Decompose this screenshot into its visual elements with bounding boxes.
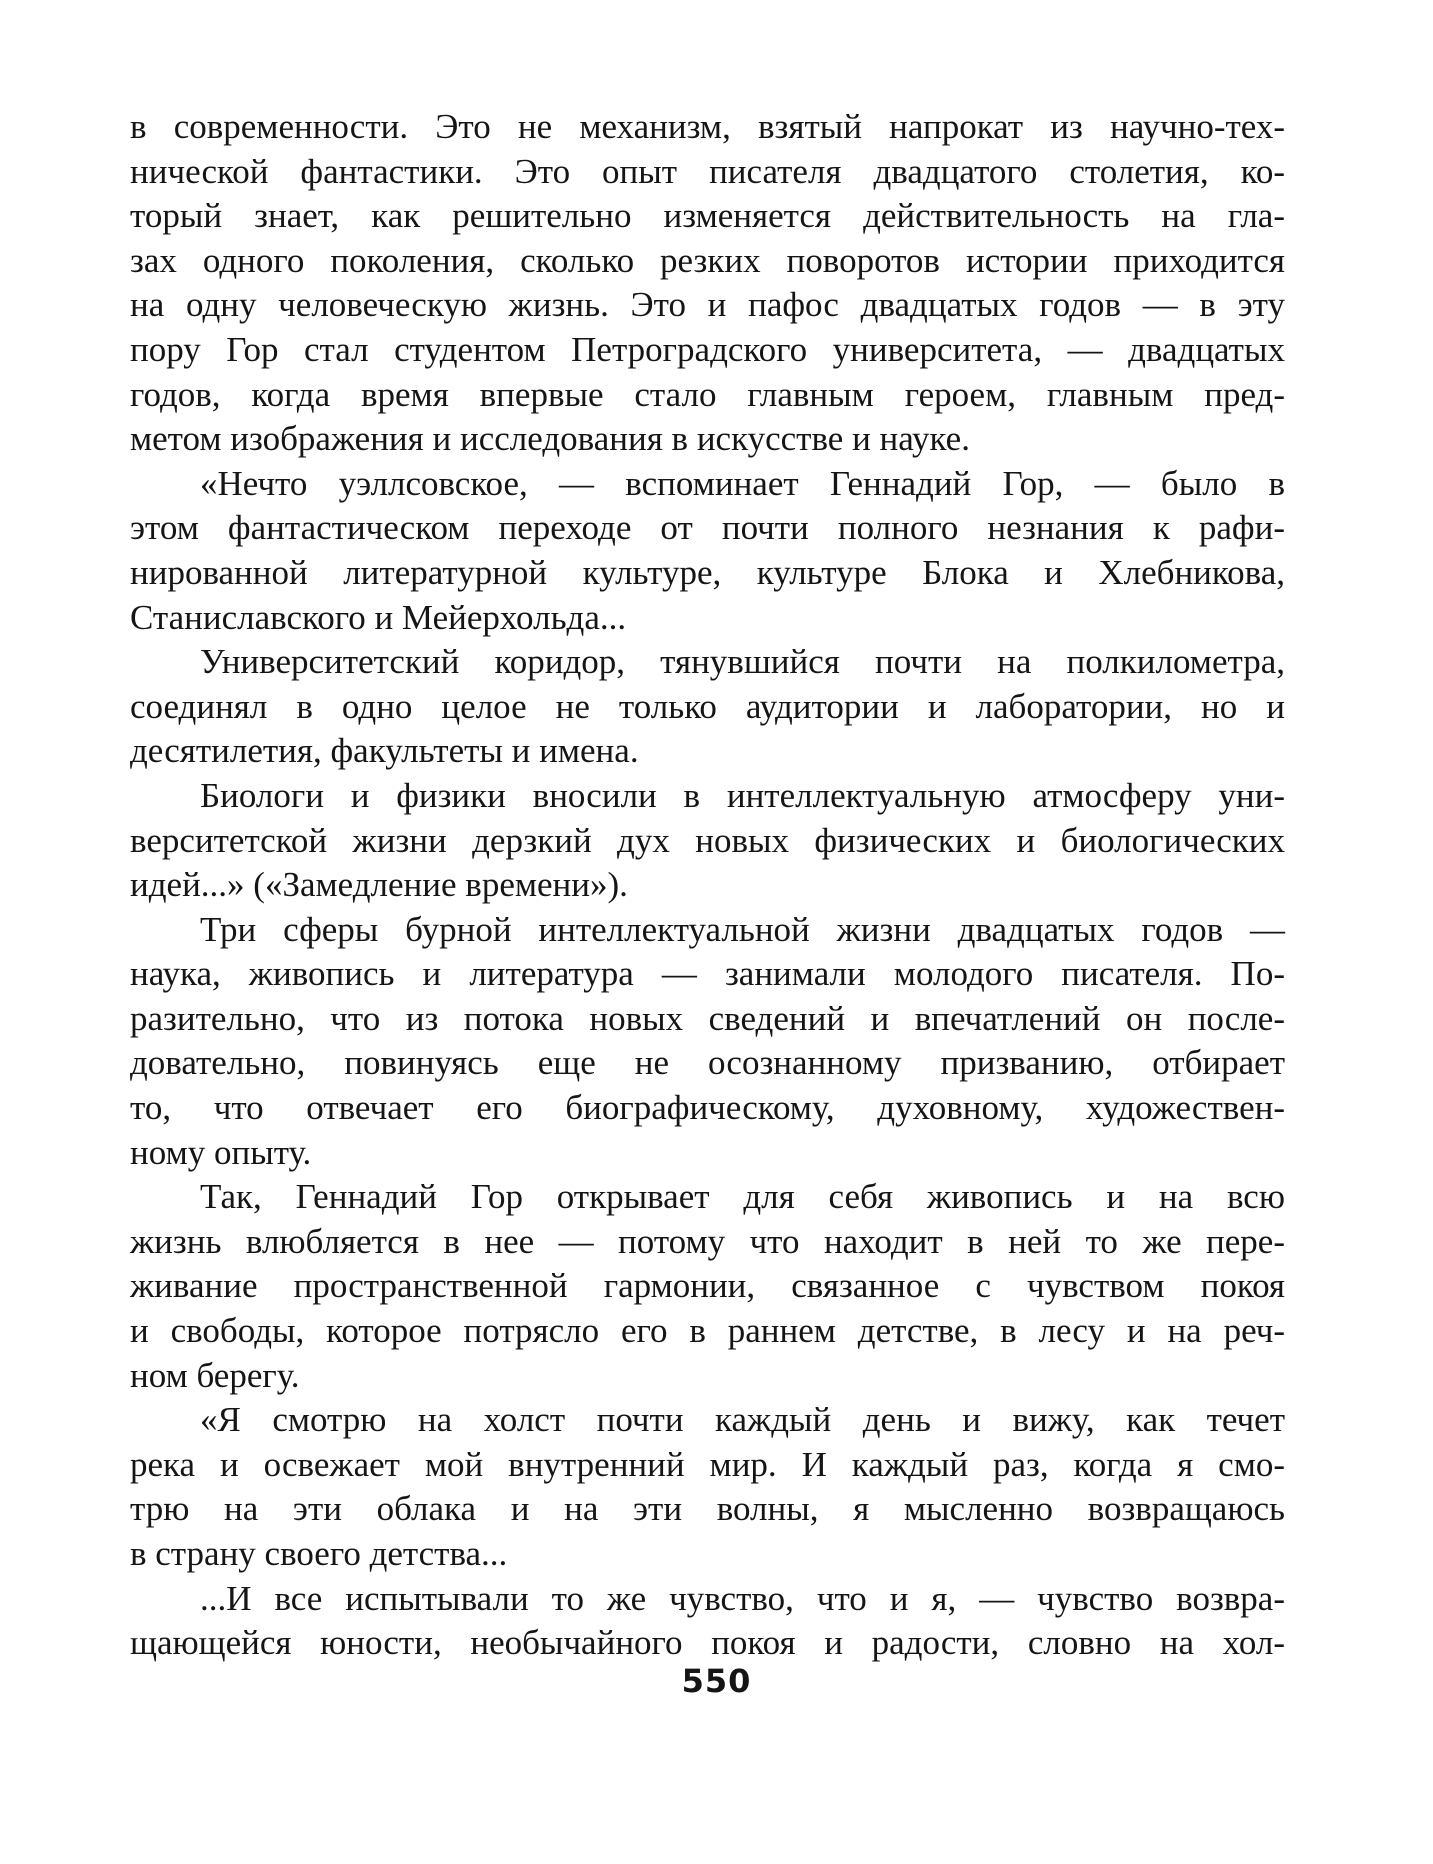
text-line: верситетской жизни дерзкий дух новых физических и биологических — [130, 820, 1285, 860]
text-line: Биологи и физики вносили в интеллектуальную атмосферу уни- — [200, 775, 1285, 815]
text-line: щающейся юности, необычайного покоя и радости, словно на хол- — [130, 1623, 1285, 1663]
text-line: Три сферы бурной интеллектуальной жизни двадцатых годов — — [200, 909, 1285, 949]
text-line: ном берегу. — [130, 1355, 300, 1395]
text-line: нической фантастики. Это опыт писателя двадцатого столетия, ко- — [130, 151, 1285, 191]
text-line: ...И все испытывали то же чувство, что и я, — чувство возвра- — [200, 1578, 1285, 1618]
text-line: десятилетия, факультеты и имена. — [130, 731, 639, 771]
text-line: ному опыту. — [130, 1132, 312, 1172]
text-line: на одну человеческую жизнь. Это и пафос двадцатых годов — в эту — [130, 285, 1285, 325]
text-line: река и освежает мой внутренний мир. И каждый раз, когда я смо- — [130, 1444, 1285, 1484]
text-line: Университетский коридор, тянувшийся почти на полкилометра, — [200, 642, 1285, 682]
body-text — [130, 105, 1285, 1666]
text-line: метом изображения и исследования в искусстве и науке. — [130, 419, 970, 459]
text-line: разительно, что из потока новых сведений и впечатлений он после- — [130, 998, 1285, 1038]
text-line: «Я смотрю на холст почти каждый день и вижу, как течет — [200, 1400, 1285, 1440]
text-line: и свободы, которое потрясло его в раннем детстве, в лесу и на реч- — [130, 1311, 1285, 1351]
text-line: в современности. Это не механизм, взятый напрокат из научно-тех- — [130, 107, 1285, 146]
text-line: наука, живопись и литература — занимали молодого писателя. По- — [130, 954, 1285, 994]
text-line: довательно, повинуясь еще не осознанному призванию, отбирает — [130, 1043, 1285, 1083]
text-line: соединял в одно целое не только аудитории и лаборатории, но и — [130, 686, 1285, 726]
text-line: живание пространственной гармонии, связанное с чувством покоя — [130, 1266, 1285, 1306]
text-line: «Нечто уэллсовское, — вспоминает Геннадий Гор, — было в — [200, 463, 1285, 503]
text-line: годов, когда время впервые стало главным героем, главным пред- — [130, 374, 1285, 414]
text-line: пору Гор стал студентом Петроградского университета, — двадцатых — [130, 329, 1285, 369]
text-line: то, что отвечает его биографическому, духовному, художествен- — [130, 1088, 1285, 1128]
page-number: 550 — [681, 1662, 752, 1700]
text-line: идей...» («Замедление времени»). — [130, 865, 628, 905]
text-line: жизнь влюбляется в нее — потому что находит в ней то же пере- — [130, 1221, 1285, 1261]
text-line: в страну своего детства... — [130, 1534, 508, 1573]
text-line: Так, Геннадий Гор открывает для себя живопись и на всю — [200, 1177, 1285, 1217]
text-line: Станиславского и Мейерхольда... — [130, 597, 627, 637]
text-line: торый знает, как решительно изменяется действительность на гла- — [130, 196, 1285, 236]
text-line: нированной литературной культуре, культуре Блока и Хлебникова, — [130, 552, 1285, 592]
text-line: трю на эти облака и на эти волны, я мысленно возвращаюсь — [130, 1489, 1285, 1529]
text-line: зах одного поколения, сколько резких поворотов истории приходится — [130, 240, 1285, 280]
text-line: этом фантастическом переходе от почти полного незнания к рафи- — [130, 508, 1285, 548]
